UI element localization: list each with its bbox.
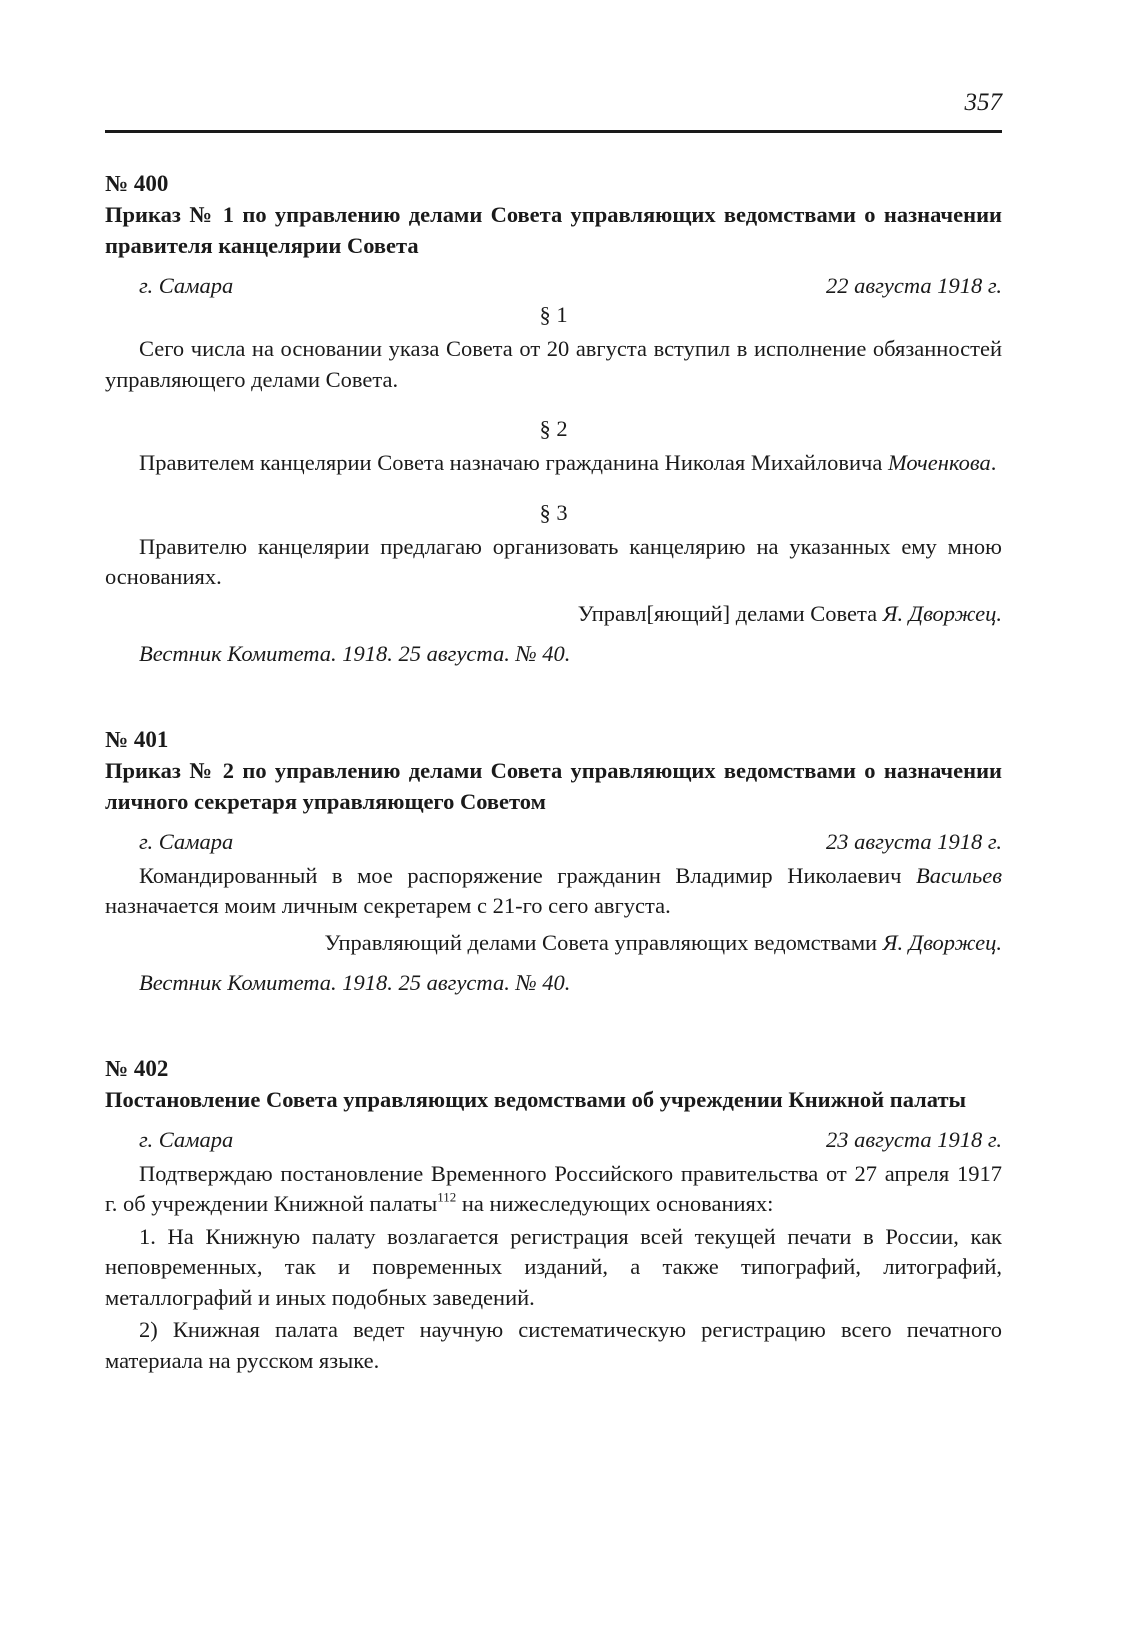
- document-date: 23 августа 1918 г.: [825, 1126, 1002, 1152]
- document-title: Постановление Совета управляющих ведомствами об учреждении Книжной палаты: [105, 1086, 967, 1112]
- page-number: 357: [964, 89, 1002, 116]
- section-text-main: Правителем канцелярии Совета назначаю гражданина Николая Михайловича: [139, 450, 888, 475]
- section-mark: § 3: [539, 499, 568, 525]
- body-text: [105, 861, 1002, 922]
- page-content: [105, 168, 1002, 1376]
- source-citation: Вестник Комитета. 1918. 25 августа. № 40.: [139, 640, 571, 666]
- section-text-end: .: [990, 450, 997, 475]
- document-title: Приказ № 1 по управлению делами Совета управляющих ведомствами о назначении правителя канцелярии Совета: [105, 202, 1002, 258]
- footnote-ref: 112: [437, 1189, 457, 1205]
- intro-text-end: на нижеследующих основаниях:: [456, 1191, 774, 1216]
- intro-text: [105, 1159, 1002, 1220]
- section-mark: § 2: [539, 416, 568, 441]
- document-date: 23 августа 1918 г.: [825, 828, 1002, 854]
- person-name: Моченкова: [887, 450, 991, 475]
- document-place: г. Самара: [139, 1126, 234, 1152]
- section-mark: § 1: [539, 302, 568, 327]
- document-402: [105, 1053, 1002, 1377]
- source-citation: Вестник Комитета. 1918. 25 августа. № 40.: [139, 969, 571, 995]
- section-text: Правителю канцелярии предлагаю организовать канцелярию на указанных ему мною основаниях.: [105, 533, 1002, 589]
- place-date-line: [105, 1124, 1002, 1155]
- document-place: г. Самара: [139, 828, 234, 854]
- list-item: 2) Книжная палата ведет научную систематическую регистрацию всего печатного материала на русском языке.: [105, 1317, 1002, 1373]
- document-400: [105, 168, 1002, 669]
- signature-role: Управляющий делами Совета управляющих ведомствами: [324, 929, 883, 955]
- signature-line: [105, 927, 1002, 958]
- signature-role: Управл[яющий] делами Совета: [577, 600, 883, 626]
- signature-name: Я. Дворжец.: [882, 600, 1002, 626]
- body-text-main: Командированный в мое распоряжение гражданин Владимир Николаевич: [139, 862, 916, 888]
- document-title: Приказ № 2 по управлению делами Совета управляющих ведомствами о назначении личного секретаря управляющего Советом: [105, 757, 1002, 814]
- section-text: [105, 448, 1002, 479]
- header-rule: [105, 130, 1002, 133]
- document-number: № 400: [105, 171, 169, 196]
- signature-name: Я. Дворжец.: [882, 929, 1002, 955]
- body-text-end: назначается моим личным секретарем с 21-го сего августа.: [105, 893, 671, 918]
- document-number: № 401: [105, 726, 169, 752]
- document-date: 22 августа 1918 г.: [825, 273, 1002, 298]
- document-place: г. Самара: [139, 273, 234, 298]
- section-text: Сего числа на основании указа Совета от 20 августа вступил в исполнение обязанностей управляющего делами Совета.: [105, 336, 1002, 392]
- place-date-line: [105, 270, 1002, 301]
- document-number: № 402: [105, 1055, 169, 1081]
- list-item: 1. На Книжную палату возлагается регистрация всей текущей печати в России, как неповременных, так и повременных изданий, а также типографий, литографий, металлографий и иных подобных заведений.: [105, 1223, 1002, 1310]
- document-401: [105, 724, 1002, 998]
- signature-line: [105, 598, 1002, 629]
- person-name: Васильев: [915, 862, 1002, 888]
- intro-text-main: Подтверждаю постановление Временного Российского правительства от 27 апреля 1917 г. об учреждении Книжной палаты: [105, 1160, 1002, 1216]
- place-date-line: [105, 826, 1002, 857]
